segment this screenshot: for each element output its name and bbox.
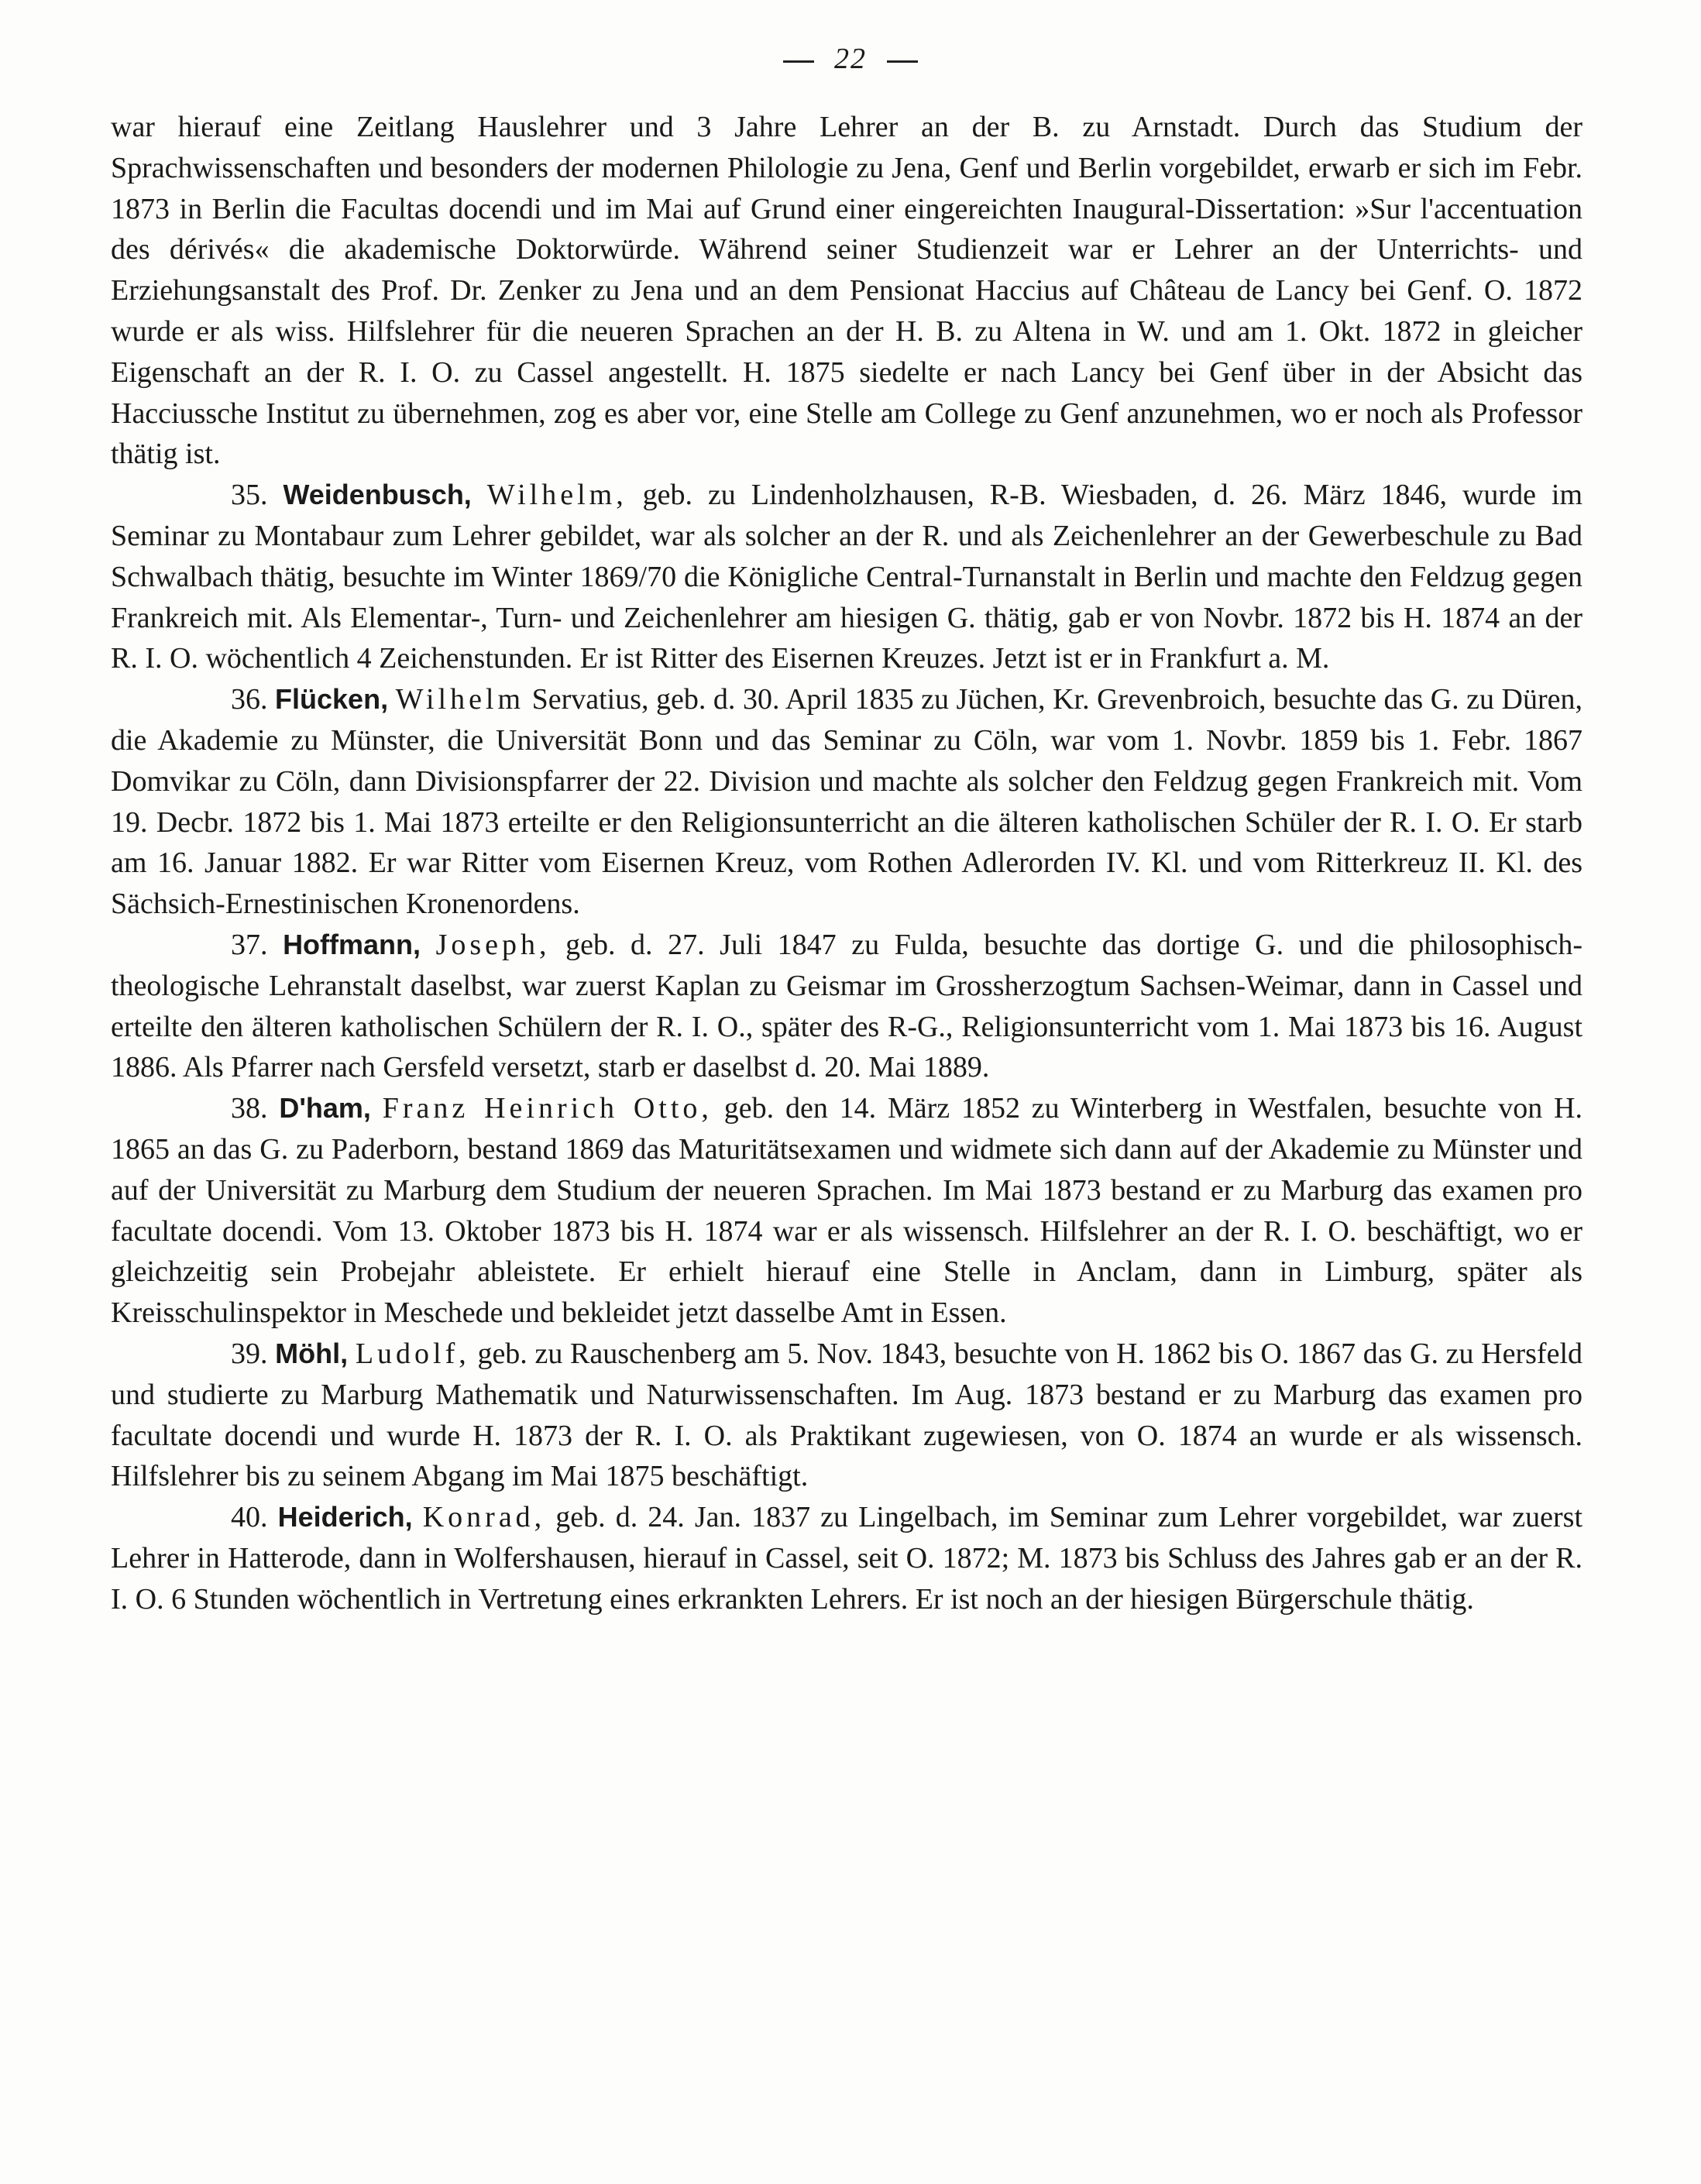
entry-given-name: Wilhelm,: [486, 479, 627, 512]
page-number: [0, 42, 1701, 76]
entry-number: 39.: [231, 1337, 268, 1370]
entry-surname: Hoffmann,: [283, 928, 421, 960]
right-dash: [887, 60, 918, 63]
entry-number: 38.: [231, 1092, 268, 1125]
entry-number: 40.: [231, 1501, 268, 1534]
entry-given-name: Wilhelm: [395, 683, 525, 716]
left-dash: [783, 60, 814, 63]
entry-text: geb. zu Rauschenberg am 5. Nov. 1843, besuchte von H. 1862 bis O. 1867 das G. zu Hersfeld und studierte zu Marburg Mathematik und Naturwissenschaften. Im Aug. 1873 bestand er zu Marburg das examen pro facultate docendi und wurde H. 1873 der R. I. O. als Praktikant zugewiesen, von O. 1874 an wurde er als wissensch. Hilfslehrer bis zu seinem Abgang im Mai 1875 beschäftigt.: [111, 1337, 1582, 1493]
entry-text: geb. d. 27. Juli 1847 zu Fulda, besuchte das dortige G. und die philosophisch-theologische Lehranstalt daselbst, war zuerst Kaplan zu Geismar im Grossherzogtum Sachsen-Weimar, dann in Cassel und erteilte den älteren katholischen Schülern der R. I. O., später des R-G., Religionsunterricht vom 1. Mai 1873 bis 16. August 1886. Als Pfarrer nach Gersfeld versetzt, starb er daselbst d. 20. Mai 1889.: [111, 928, 1582, 1084]
entry-number: 35.: [231, 479, 268, 512]
entry-given-name: Joseph,: [435, 928, 551, 961]
entry-40: [111, 1497, 1582, 1619]
entry-number: 36.: [231, 683, 268, 716]
entry-text: geb. zu Lindenholzhausen, R-B. Wiesbaden, d. 26. März 1846, wurde im Seminar zu Montabaur zum Lehrer gebildet, war als solcher an der R. und als Zeichenlehrer an der Gewerbeschule zu Bad Schwalbach thätig, besuchte im Winter 1869/70 die Königliche Central-Turnanstalt in Berlin und machte den Feldzug gegen Frankreich mit. Als Elementar-, Turn- und Zeichenlehrer am hiesigen G. thätig, gab er von Novbr. 1872 bis H. 1874 an der R. I. O. wöchentlich 4 Zeichenstunden. Er ist Ritter des Eisernen Kreuzes. Jetzt ist er in Frankfurt a. M.: [111, 479, 1583, 675]
entry-text: geb. den 14. März 1852 zu Winterberg in Westfalen, besuchte von H. 1865 an das G. zu Paderborn, bestand 1869 das Maturitätsexamen und widmete sich dann auf der Akademie zu Münster und auf der Universität zu Marburg dem Studium der neueren Sprachen. Im Mai 1873 bestand er zu Marburg das examen pro facultate docendi. Vom 13. Oktober 1873 bis H. 1874 war er als wissensch. Hilfslehrer an der R. I. O. beschäftigt, wo er gleichzeitig sein Probejahr ableistete. Er erhielt hierauf eine Stelle in Anclam, dann in Limburg, später als Kreisschulinspektor in Meschede und bekleidet jetzt dasselbe Amt in Essen.: [111, 1092, 1583, 1330]
entry-38: [111, 1088, 1582, 1334]
entry-surname: Möhl,: [275, 1337, 349, 1369]
body-text: [111, 107, 1582, 1619]
entry-surname: Flücken,: [275, 683, 389, 716]
entry-surname: Heiderich,: [277, 1501, 413, 1533]
entry-given-name: Ludolf,: [355, 1337, 470, 1370]
entry-35: [111, 475, 1582, 679]
intro-paragraph: war hierauf eine Zeitlang Hauslehrer und 3 Jahre Lehrer an der B. zu Arnstadt. Durch das Studium der Sprachwissenschaften und besonders der modernen Philologie zu Jena, Genf und Berlin vorgebildet, erwarb er sich im Febr. 1873 in Berlin die Facultas docendi und im Mai auf Grund einer eingereichten Inaugural-Dissertation: »Sur l'accentuation des dérivés« die akademische Doktorwürde. Während seiner Studienzeit war er Lehrer an der Unterrichts- und Erziehungsanstalt des Prof. Dr. Zenker zu Jena und an dem Pensionat Haccius auf Château de Lancy bei Genf. O. 1872 wurde er als wiss. Hilfslehrer für die neueren Sprachen an der H. B. zu Altena in W. und am 1. Okt. 1872 in gleicher Eigenschaft an der R. I. O. zu Cassel angestellt. H. 1875 siedelte er nach Lancy bei Genf über in der Absicht das Hacciussche Institut zu übernehmen, zog es aber vor, eine Stelle am College zu Genf anzunehmen, wo er noch als Professor thätig ist.: [111, 111, 1582, 471]
entry-given-name: Franz Heinrich Otto,: [382, 1092, 713, 1125]
entry-surname: Weidenbusch,: [283, 479, 472, 511]
entry-39: [111, 1334, 1582, 1497]
entry-36: [111, 679, 1582, 925]
page-number-text: 22: [834, 43, 867, 75]
entry-given-name: Konrad,: [422, 1501, 546, 1534]
entry-number: 37.: [231, 928, 268, 961]
entry-text: Servatius, geb. d. 30. April 1835 zu Jüchen, Kr. Grevenbroich, besuchte das G. zu Düren, die Akademie zu Münster, die Universität Bonn und das Seminar zu Cöln, war vom 1. Novbr. 1859 bis 1. Febr. 1867 Domvikar zu Cöln, dann Divisionspfarrer der 22. Division und machte als solcher den Feldzug gegen Frankreich mit. Vom 19. Decbr. 1872 bis 1. Mai 1873 erteilte er den Religionsunterricht an die älteren katholischen Schüler der R. I. O. Er starb am 16. Januar 1882. Er war Ritter vom Eisernen Kreuz, vom Rothen Adlerorden IV. Kl. und vom Ritterkreuz II. Kl. des Sächsich-Ernestinischen Kronenordens.: [111, 683, 1583, 921]
entry-surname: D'ham,: [279, 1092, 371, 1125]
entry-37: [111, 925, 1582, 1088]
entry-text: geb. d. 24. Jan. 1837 zu Lingelbach, im Seminar zum Lehrer vorgebildet, war zuerst Lehrer in Hatterode, dann in Wolfershausen, hierauf in Cassel, seit O. 1872; M. 1873 bis Schluss des Jahres gab er an der R. I. O. 6 Stunden wöchentlich in Vertretung eines erkrankten Lehrers. Er ist noch an der hiesigen Bürgerschule thätig.: [111, 1501, 1583, 1616]
